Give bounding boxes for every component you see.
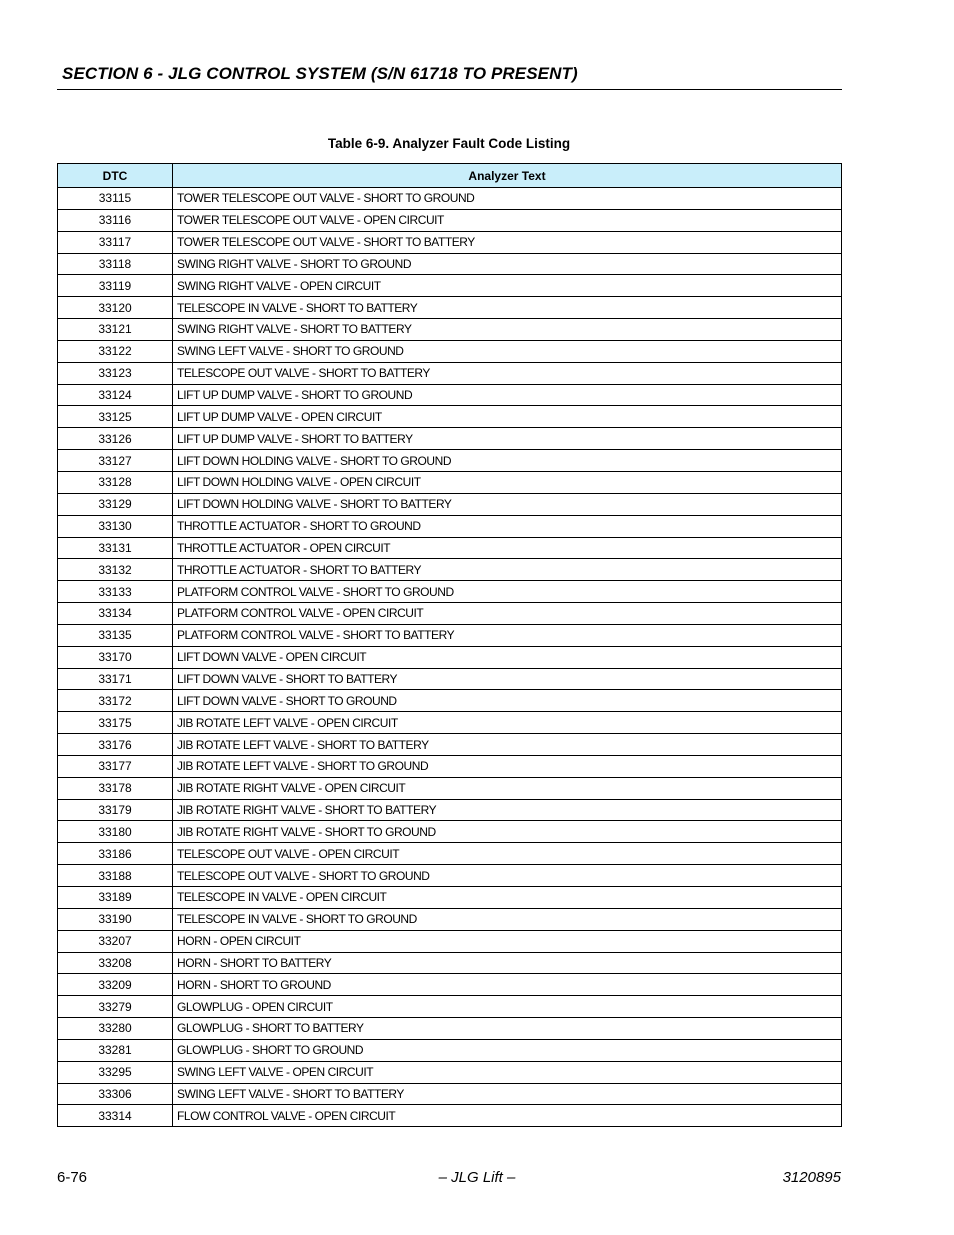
- dtc-cell: 33280: [58, 1018, 173, 1040]
- dtc-cell: 33180: [58, 821, 173, 843]
- analyzer-text-cell: PLATFORM CONTROL VALVE - SHORT TO GROUND: [173, 581, 842, 603]
- dtc-cell: 33178: [58, 777, 173, 799]
- table-row: [58, 450, 842, 472]
- table-row: [58, 843, 842, 865]
- table-row: [58, 362, 842, 384]
- analyzer-text-cell: TELESCOPE IN VALVE - OPEN CIRCUIT: [173, 887, 842, 909]
- table-row: [58, 1083, 842, 1105]
- analyzer-text-cell: JIB ROTATE LEFT VALVE - OPEN CIRCUIT: [173, 712, 842, 734]
- dtc-cell: 33129: [58, 493, 173, 515]
- dtc-cell: 33119: [58, 275, 173, 297]
- analyzer-text-cell: TELESCOPE OUT VALVE - SHORT TO GROUND: [173, 865, 842, 887]
- dtc-cell: 33130: [58, 515, 173, 537]
- table-row: [58, 908, 842, 930]
- dtc-cell: 33189: [58, 887, 173, 909]
- table-row: [58, 974, 842, 996]
- dtc-cell: 33131: [58, 537, 173, 559]
- table-row: [58, 603, 842, 625]
- dtc-cell: 33281: [58, 1039, 173, 1061]
- table-row: [58, 493, 842, 515]
- analyzer-text-cell: JIB ROTATE LEFT VALVE - SHORT TO GROUND: [173, 755, 842, 777]
- analyzer-text-cell: TELESCOPE IN VALVE - SHORT TO BATTERY: [173, 297, 842, 319]
- analyzer-text-cell: TELESCOPE OUT VALVE - OPEN CIRCUIT: [173, 843, 842, 865]
- table-row: [58, 340, 842, 362]
- analyzer-text-cell: GLOWPLUG - SHORT TO BATTERY: [173, 1018, 842, 1040]
- analyzer-text-cell: SWING LEFT VALVE - SHORT TO GROUND: [173, 340, 842, 362]
- page-number: 6-76: [57, 1169, 88, 1186]
- dtc-cell: 33125: [58, 406, 173, 428]
- section-title: SECTION 6 - JLG CONTROL SYSTEM (S/N 61718 TO PRESENT): [62, 64, 578, 83]
- dtc-cell: 33115: [58, 188, 173, 210]
- table-row: [58, 1105, 842, 1127]
- analyzer-text-cell: LIFT DOWN VALVE - SHORT TO GROUND: [173, 690, 842, 712]
- dtc-cell: 33126: [58, 428, 173, 450]
- analyzer-text-cell: HORN - SHORT TO GROUND: [173, 974, 842, 996]
- table-row: [58, 755, 842, 777]
- table-row: [58, 231, 842, 253]
- dtc-cell: 33120: [58, 297, 173, 319]
- dtc-cell: 33172: [58, 690, 173, 712]
- analyzer-text-cell: HORN - OPEN CIRCUIT: [173, 930, 842, 952]
- table-row: [58, 624, 842, 646]
- analyzer-text-cell: SWING LEFT VALVE - SHORT TO BATTERY: [173, 1083, 842, 1105]
- dtc-cell: 33127: [58, 450, 173, 472]
- dtc-cell: 33179: [58, 799, 173, 821]
- analyzer-text-cell: THROTTLE ACTUATOR - SHORT TO BATTERY: [173, 559, 842, 581]
- table-row: [58, 799, 842, 821]
- table-title: Table 6-9. Analyzer Fault Code Listing: [327, 136, 571, 151]
- analyzer-text-cell: LIFT DOWN HOLDING VALVE - SHORT TO BATTERY: [173, 493, 842, 515]
- dtc-cell: 33208: [58, 952, 173, 974]
- dtc-cell: 33128: [58, 471, 173, 493]
- dtc-cell: 33134: [58, 603, 173, 625]
- table-row: [58, 581, 842, 603]
- dtc-cell: 33176: [58, 734, 173, 756]
- dtc-cell: 33117: [58, 231, 173, 253]
- table-row: [58, 734, 842, 756]
- table-row: [58, 319, 842, 341]
- table-row: [58, 384, 842, 406]
- analyzer-text-cell: THROTTLE ACTUATOR - OPEN CIRCUIT: [173, 537, 842, 559]
- table-row: [58, 209, 842, 231]
- table-row: [58, 428, 842, 450]
- dtc-cell: 33116: [58, 209, 173, 231]
- dtc-cell: 33122: [58, 340, 173, 362]
- footer-publisher: – JLG Lift –: [438, 1169, 516, 1186]
- dtc-cell: 33314: [58, 1105, 173, 1127]
- table-row: [58, 559, 842, 581]
- fault-code-table: [57, 163, 842, 1127]
- table-row: [58, 537, 842, 559]
- analyzer-text-cell: PLATFORM CONTROL VALVE - SHORT TO BATTERY: [173, 624, 842, 646]
- dtc-cell: 33295: [58, 1061, 173, 1083]
- table-row: [58, 887, 842, 909]
- analyzer-text-cell: JIB ROTATE LEFT VALVE - SHORT TO BATTERY: [173, 734, 842, 756]
- table-row: [58, 1039, 842, 1061]
- dtc-cell: 33124: [58, 384, 173, 406]
- dtc-cell: 33188: [58, 865, 173, 887]
- analyzer-text-cell: TOWER TELESCOPE OUT VALVE - SHORT TO GROUND: [173, 188, 842, 210]
- table-row: [58, 297, 842, 319]
- dtc-cell: 33175: [58, 712, 173, 734]
- analyzer-text-cell: THROTTLE ACTUATOR - SHORT TO GROUND: [173, 515, 842, 537]
- dtc-cell: 33190: [58, 908, 173, 930]
- analyzer-text-cell: LIFT UP DUMP VALVE - SHORT TO BATTERY: [173, 428, 842, 450]
- table-row: [58, 275, 842, 297]
- table-row: [58, 821, 842, 843]
- analyzer-text-cell: SWING RIGHT VALVE - SHORT TO BATTERY: [173, 319, 842, 341]
- analyzer-text-cell: LIFT DOWN VALVE - SHORT TO BATTERY: [173, 668, 842, 690]
- analyzer-text-cell: JIB ROTATE RIGHT VALVE - OPEN CIRCUIT: [173, 777, 842, 799]
- header-divider: [57, 89, 842, 90]
- analyzer-text-cell: SWING RIGHT VALVE - SHORT TO GROUND: [173, 253, 842, 275]
- table-row: [58, 1018, 842, 1040]
- analyzer-text-cell: TELESCOPE IN VALVE - SHORT TO GROUND: [173, 908, 842, 930]
- table-body: [58, 188, 842, 1127]
- analyzer-text-cell: HORN - SHORT TO BATTERY: [173, 952, 842, 974]
- document-number: 3120895: [782, 1169, 841, 1186]
- analyzer-text-cell: GLOWPLUG - OPEN CIRCUIT: [173, 996, 842, 1018]
- dtc-cell: 33123: [58, 362, 173, 384]
- table-row: [58, 690, 842, 712]
- column-header-analyzer-text: Analyzer Text: [173, 164, 842, 188]
- analyzer-text-cell: TOWER TELESCOPE OUT VALVE - OPEN CIRCUIT: [173, 209, 842, 231]
- table-row: [58, 865, 842, 887]
- dtc-cell: 33118: [58, 253, 173, 275]
- dtc-cell: 33133: [58, 581, 173, 603]
- dtc-cell: 33306: [58, 1083, 173, 1105]
- dtc-cell: 33132: [58, 559, 173, 581]
- analyzer-text-cell: PLATFORM CONTROL VALVE - OPEN CIRCUIT: [173, 603, 842, 625]
- table-row: [58, 712, 842, 734]
- table-row: [58, 471, 842, 493]
- table-row: [58, 930, 842, 952]
- analyzer-text-cell: LIFT DOWN HOLDING VALVE - OPEN CIRCUIT: [173, 471, 842, 493]
- analyzer-text-cell: FLOW CONTROL VALVE - OPEN CIRCUIT: [173, 1105, 842, 1127]
- analyzer-text-cell: LIFT UP DUMP VALVE - OPEN CIRCUIT: [173, 406, 842, 428]
- dtc-cell: 33186: [58, 843, 173, 865]
- analyzer-text-cell: TOWER TELESCOPE OUT VALVE - SHORT TO BATTERY: [173, 231, 842, 253]
- table-row: [58, 996, 842, 1018]
- table-row: [58, 777, 842, 799]
- table-row: [58, 668, 842, 690]
- table-row: [58, 646, 842, 668]
- table-row: [58, 406, 842, 428]
- analyzer-text-cell: TELESCOPE OUT VALVE - SHORT TO BATTERY: [173, 362, 842, 384]
- table-row: [58, 188, 842, 210]
- dtc-cell: 33135: [58, 624, 173, 646]
- table-row: [58, 1061, 842, 1083]
- dtc-cell: 33279: [58, 996, 173, 1018]
- table-row: [58, 253, 842, 275]
- analyzer-text-cell: LIFT DOWN HOLDING VALVE - SHORT TO GROUND: [173, 450, 842, 472]
- table-row: [58, 515, 842, 537]
- analyzer-text-cell: JIB ROTATE RIGHT VALVE - SHORT TO BATTERY: [173, 799, 842, 821]
- analyzer-text-cell: SWING LEFT VALVE - OPEN CIRCUIT: [173, 1061, 842, 1083]
- analyzer-text-cell: GLOWPLUG - SHORT TO GROUND: [173, 1039, 842, 1061]
- dtc-cell: 33171: [58, 668, 173, 690]
- table-header-row: [58, 164, 842, 188]
- dtc-cell: 33177: [58, 755, 173, 777]
- table-row: [58, 952, 842, 974]
- column-header-dtc: DTC: [58, 164, 173, 188]
- analyzer-text-cell: LIFT UP DUMP VALVE - SHORT TO GROUND: [173, 384, 842, 406]
- dtc-cell: 33121: [58, 319, 173, 341]
- dtc-cell: 33170: [58, 646, 173, 668]
- analyzer-text-cell: JIB ROTATE RIGHT VALVE - SHORT TO GROUND: [173, 821, 842, 843]
- analyzer-text-cell: LIFT DOWN VALVE - OPEN CIRCUIT: [173, 646, 842, 668]
- analyzer-text-cell: SWING RIGHT VALVE - OPEN CIRCUIT: [173, 275, 842, 297]
- dtc-cell: 33209: [58, 974, 173, 996]
- dtc-cell: 33207: [58, 930, 173, 952]
